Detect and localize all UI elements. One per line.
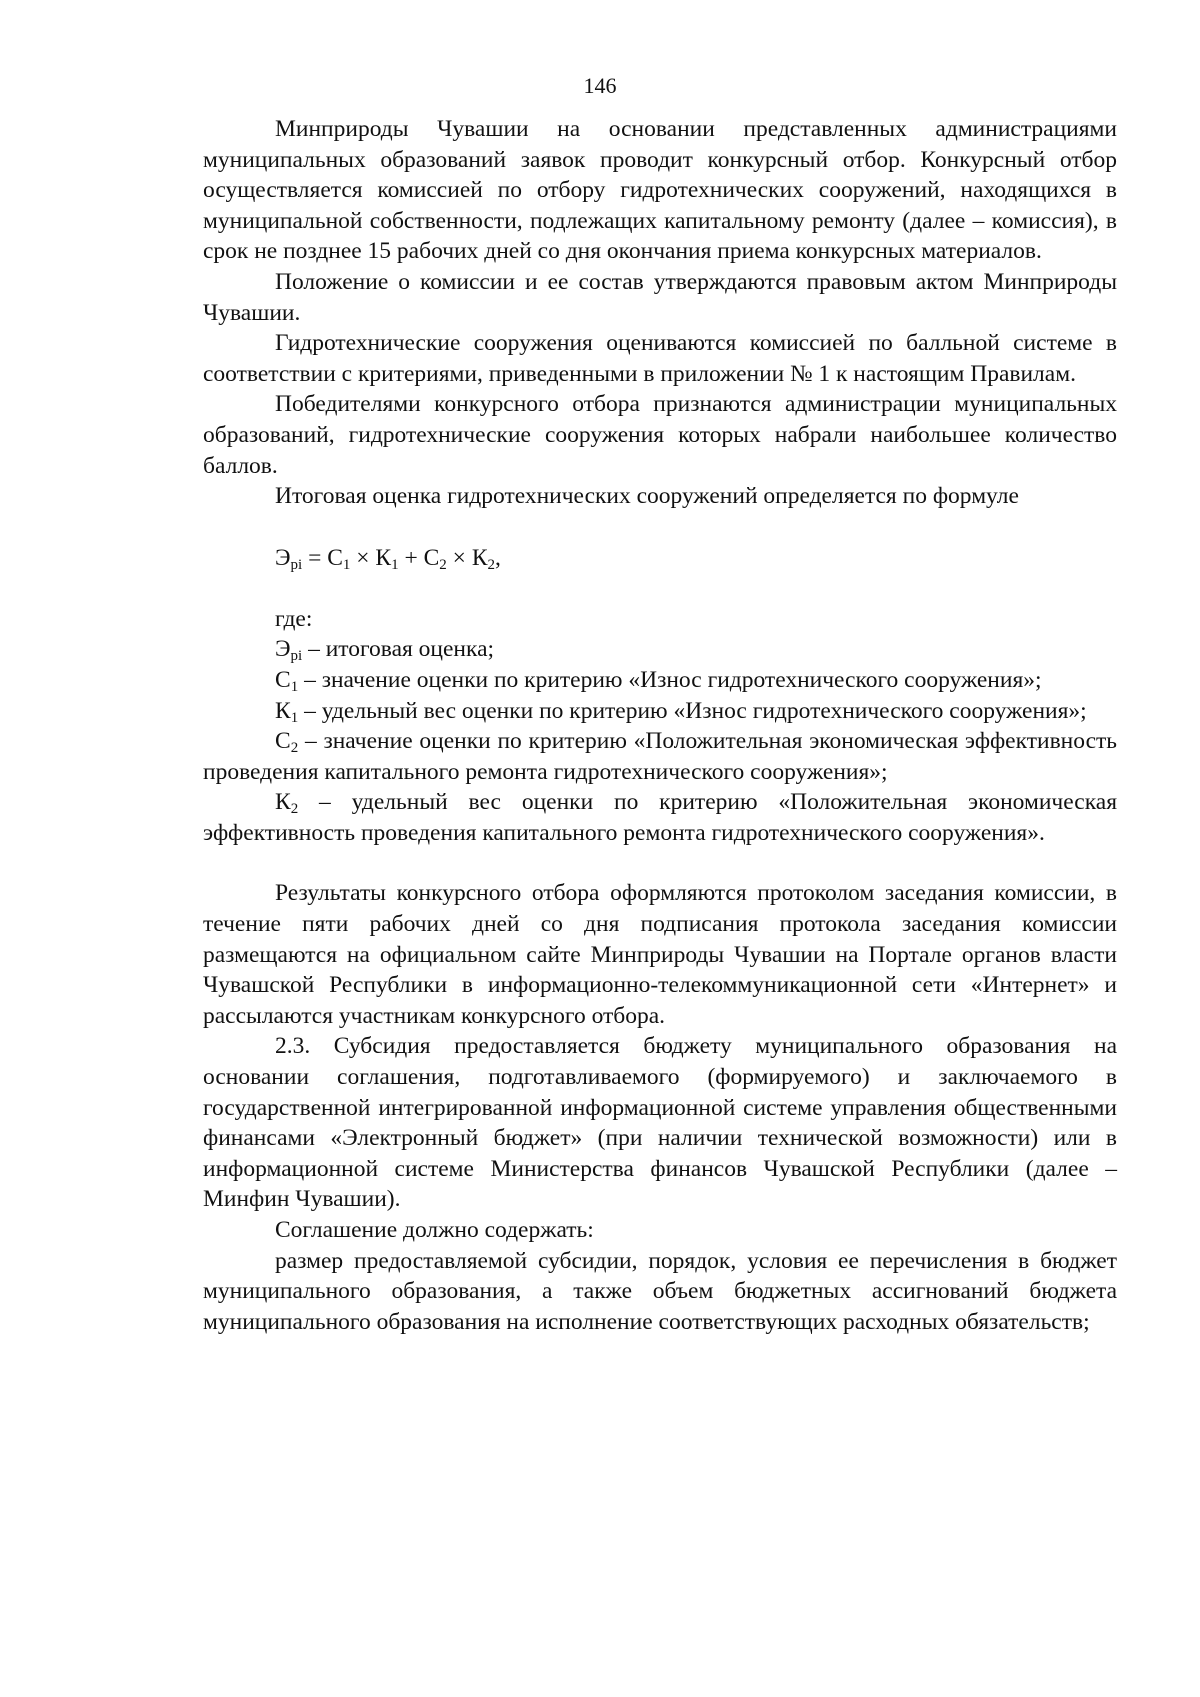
definition-c1 [203, 665, 1117, 696]
paragraph-formula-intro: Итоговая оценка гидротехнических сооружений определяется по формуле [275, 483, 1019, 510]
formula-c2: С [423, 544, 440, 571]
definition-c2-symbol: С [275, 728, 291, 755]
definition-k1-text: – удельный вес оценки по критерию «Износ гидротехнического сооружения»; [298, 697, 1087, 724]
formula-end: , [495, 544, 501, 571]
definition-k2 [203, 787, 1117, 848]
where-label: где: [275, 605, 313, 632]
page-number: 146 [583, 73, 617, 98]
formula-times2: × [446, 544, 472, 571]
formula-eq: = [302, 544, 328, 571]
paragraph-commission: Положение о комиссии и ее состав утверждаются правовым актом Минприроды Чувашии. [203, 268, 1117, 326]
paragraph-agreement-intro: Соглашение должно содержать: [275, 1217, 594, 1243]
formula-c1: С [327, 544, 343, 571]
definition-k1 [203, 696, 1117, 727]
paragraph-agreement-size: размер предоставляемой субсидии, порядок, условия ее перечисления в бюджет муниципального образования, а также объем бюджетных ассигнований бюджета муниципального образования на исполнение соответствующих расходных обязательств; [203, 1247, 1117, 1335]
formula-times1: × [350, 544, 376, 571]
document-body [203, 114, 1117, 1337]
definition-ep-sub: pi [290, 648, 303, 665]
formula-k1: К [375, 544, 392, 571]
definition-k2-text: – удельный вес оценки по критерию «Положительная экономическая эффективность проведения капитального ремонта гидротехнического сооружения». [203, 789, 1117, 846]
paragraph-winners: Победителями конкурсного отбора признаются администрации муниципальных образований, гидротехнические сооружения которых набрали наибольшее количество баллов. [203, 391, 1117, 479]
definition-ep-symbol: Э [275, 636, 291, 663]
definition-c2-sub: 2 [290, 740, 299, 757]
section-gap [203, 848, 1117, 878]
paragraph-results: Результаты конкурсного отбора оформляются протоколом заседания комиссии, в течение пяти рабочих дней со дня подписания протокола заседания комиссии размещаются на официальном сайте Минприроды Чувашии на Портале органов власти Чувашской Республики в информационно-телекоммуникационной сети «Интернет» и рассылаются участникам конкурсного отбора. [203, 880, 1117, 1029]
formula-c1-sub: 1 [342, 556, 351, 573]
paragraph-competition: Минприроды Чувашии на основании представленных администрациями муниципальных образований заявок проводит конкурсный отбор. Конкурсный отбор осуществляется комиссией по отбору гидротехнических сооружений, находящихся в муниципальной собственности, подлежащих капитальному ремонту (далее – комиссия), в срок не позднее 15 рабочих дней со дня окончания приема конкурсных материалов. [203, 116, 1117, 265]
definition-k1-symbol: К [275, 697, 291, 724]
formula-k2-sub: 2 [487, 556, 495, 573]
paragraph-scoring: Гидротехнические сооружения оцениваются комиссией по балльной системе в соответствии с критериями, приведенными в приложении № 1 к настоящим Правилам. [203, 330, 1117, 387]
formula-k2: К [471, 544, 488, 571]
definition-ep-text: – итоговая оценка; [302, 636, 495, 663]
paragraph-subsidy-2-3: 2.3. Субсидия предоставляется бюджету муниципального образования на основании соглашения, подготавливаемого (формируемого) и заключаемого в государственной интегрированной информационной системе управления общественными финансами «Электронный бюджет» (при наличии технической возможности) или в информационной системе Министерства финансов Чувашской Республики (далее – Минфин Чувашии). [203, 1033, 1117, 1213]
formula [203, 542, 1117, 574]
formula-plus: + [398, 544, 424, 571]
formula-c2-sub: 2 [439, 556, 447, 573]
definition-ep [203, 634, 1117, 665]
formula-k1-sub: 1 [391, 556, 399, 573]
definition-k2-symbol: К [275, 789, 291, 816]
definition-c2-text: – значение оценки по критерию «Положительная экономическая эффективность проведения капитального ремонта гидротехнического сооружения»; [203, 728, 1117, 785]
formula-e-sub: pi [290, 556, 303, 573]
definition-c2 [203, 726, 1117, 787]
definition-k1-sub: 1 [290, 709, 299, 726]
definition-c1-text: – значение оценки по критерию «Износ гидротехнического сооружения»; [298, 666, 1042, 693]
formula-e: Э [275, 544, 291, 571]
definition-c1-symbol: С [275, 666, 291, 693]
definition-c1-sub: 1 [290, 678, 299, 695]
definition-k2-sub: 2 [290, 801, 299, 818]
